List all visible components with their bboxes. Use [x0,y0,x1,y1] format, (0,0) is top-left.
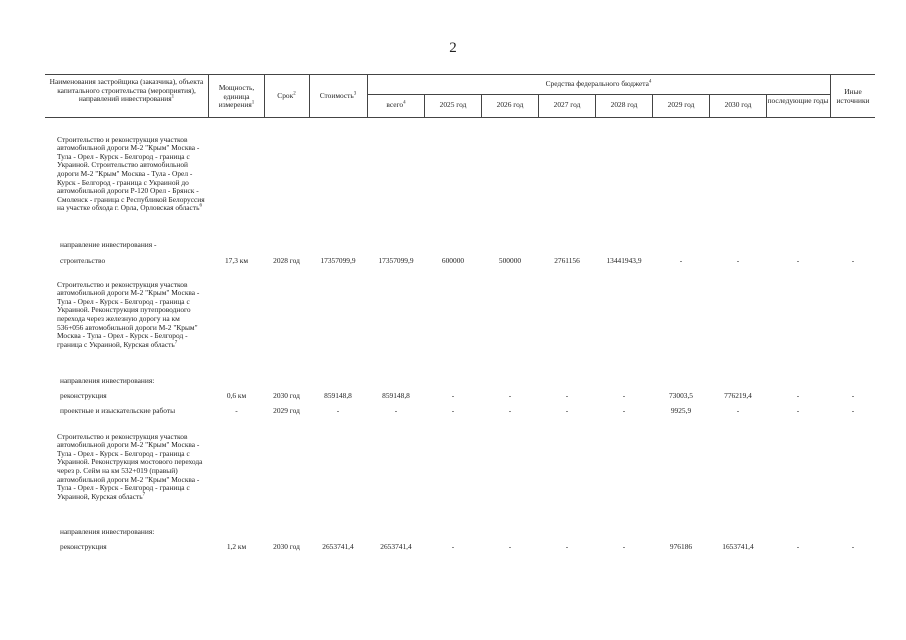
cell-capacity: - [235,406,238,415]
cell-capacity: 1,2 км [226,542,247,551]
header-later-years: последующие годы [767,96,829,105]
cell-2027: - [565,406,569,415]
header-year-2026: 2026 год [496,100,524,109]
cell-2025: - [451,406,455,415]
cell-2030: 776219,4 [724,391,752,400]
header-year-2030: 2030 год [724,100,752,109]
cell-2026: - [508,406,512,415]
cell-term: 2030 год [273,542,300,551]
cell-2030: 1653741,4 [722,542,754,551]
cell-2026: 500000 [498,256,522,265]
cell-2028: 13441943,9 [606,256,642,265]
direction-label: направление инвестирования - [60,240,157,249]
header-federal-budget: Средства федерального бюджета$^4$ [545,79,652,88]
header-year-2025: 2025 год [439,100,467,109]
cell-2025: 600000 [441,256,465,265]
cell-2027: - [565,542,569,551]
cell-2029: - [679,256,683,265]
cell-later: - [796,391,800,400]
header-bottom-rule [45,117,875,118]
cell-total: - [394,406,398,415]
cell-cost: - [336,406,340,415]
direction-label: направления инвестирования: [60,376,155,385]
page-number: 2 [449,40,457,56]
cell-cost: 2653741,4 [322,542,354,551]
cell-other: - [851,256,855,265]
cell-capacity: 0,6 км [226,391,247,400]
cell-2029: 73003,5 [668,391,694,400]
cell-other: - [851,406,855,415]
cell-later: - [796,256,800,265]
cell-later: - [796,406,800,415]
header-year-2028: 2028 год [610,100,638,109]
header-cost: Стоимость$^3$ [319,91,357,100]
row-label: реконструкция [60,391,107,400]
cell-2025: - [451,391,455,400]
row-label: реконструкция [60,542,107,551]
header-year-2029: 2029 год [667,100,695,109]
header-other-sources: Иные источники [836,87,870,105]
cell-capacity: 17,3 км [224,256,249,265]
cell-2029: 976186 [669,542,693,551]
cell-2025: - [451,542,455,551]
header-year-2027: 2027 год [553,100,581,109]
cell-later: - [796,542,800,551]
header-name: Наименования застройщика (заказчика), объекта капитального строительства (мероприятия), направлений инвестирования$^1$ [49,77,204,104]
object-description: Строительство и реконструкция участков автомобильной дороги М-2 "Крым" Москва - Тула - Орел - Курск - Белгород - граница с Украиной. Строительство автомобильной дороги М-2 "Крым" Москва - Тула - Орел - Курск - Белгород - граница с Украиной до автомобильной дороги Р-120 Орел - Брянск - Смоленск - граница с Республикой Белоруссия на участке обхода г. Орла, Орловская область$^6$ [57,134,205,213]
cell-total: 17357099,9 [378,256,414,265]
header-capacity: Мощность, единица измерения$^1$ [218,83,255,110]
cell-2030: - [736,256,740,265]
header-total: всего$^4$ [386,100,406,109]
cell-2028: - [622,406,626,415]
header-top-rule [45,74,875,75]
cell-2026: - [508,391,512,400]
cell-2027: - [565,391,569,400]
direction-label: направления инвестирования: [60,527,155,536]
cell-cost: 859148,8 [324,391,352,400]
cell-other: - [851,391,855,400]
cell-2028: - [622,542,626,551]
cell-total: 859148,8 [382,391,410,400]
cell-2028: - [622,391,626,400]
cell-2030: - [736,406,740,415]
cell-total: 2653741,4 [380,542,412,551]
object-description: Строительство и реконструкция участков автомобильной дороги М-2 "Крым" Москва - Тула - Орел - Курск - Белгород - граница с Украиной. Реконструкция мостового перехода через р. Сейм на км 532+019 (правый) автомобильной дороги М-2 "Крым" Москва - Тула - Орел - Курск - Белгород - граница с Украиной, Курская область$^7$ [57,431,203,501]
cell-term: 2030 год [273,391,300,400]
header-mid-rule [367,94,830,95]
object-description: Строительство и реконструкция участков автомобильной дороги М-2 "Крым" Москва - Тула - Орел - Курск - Белгород - граница с Украиной. Реконструкция путепроводного перехода через железную дорогу на км 536+056 автомобильной дороги М-2 "Крым" Москва - Тула - Орел - Курск - Белгород - граница с Украиной, Курская область$^7$ [57,279,200,349]
cell-cost: 17357099,9 [320,256,356,265]
cell-2027: 2761156 [554,256,580,265]
row-label: строительство [60,256,106,265]
cell-other: - [851,542,855,551]
cell-term: 2028 год [273,256,300,265]
cell-2026: - [508,542,512,551]
cell-term: 2029 год [273,406,300,415]
row-label: проектные и изыскательские работы [60,406,176,415]
header-term: Срок$^2$ [277,91,296,100]
cell-2029: 9925,9 [670,406,692,415]
